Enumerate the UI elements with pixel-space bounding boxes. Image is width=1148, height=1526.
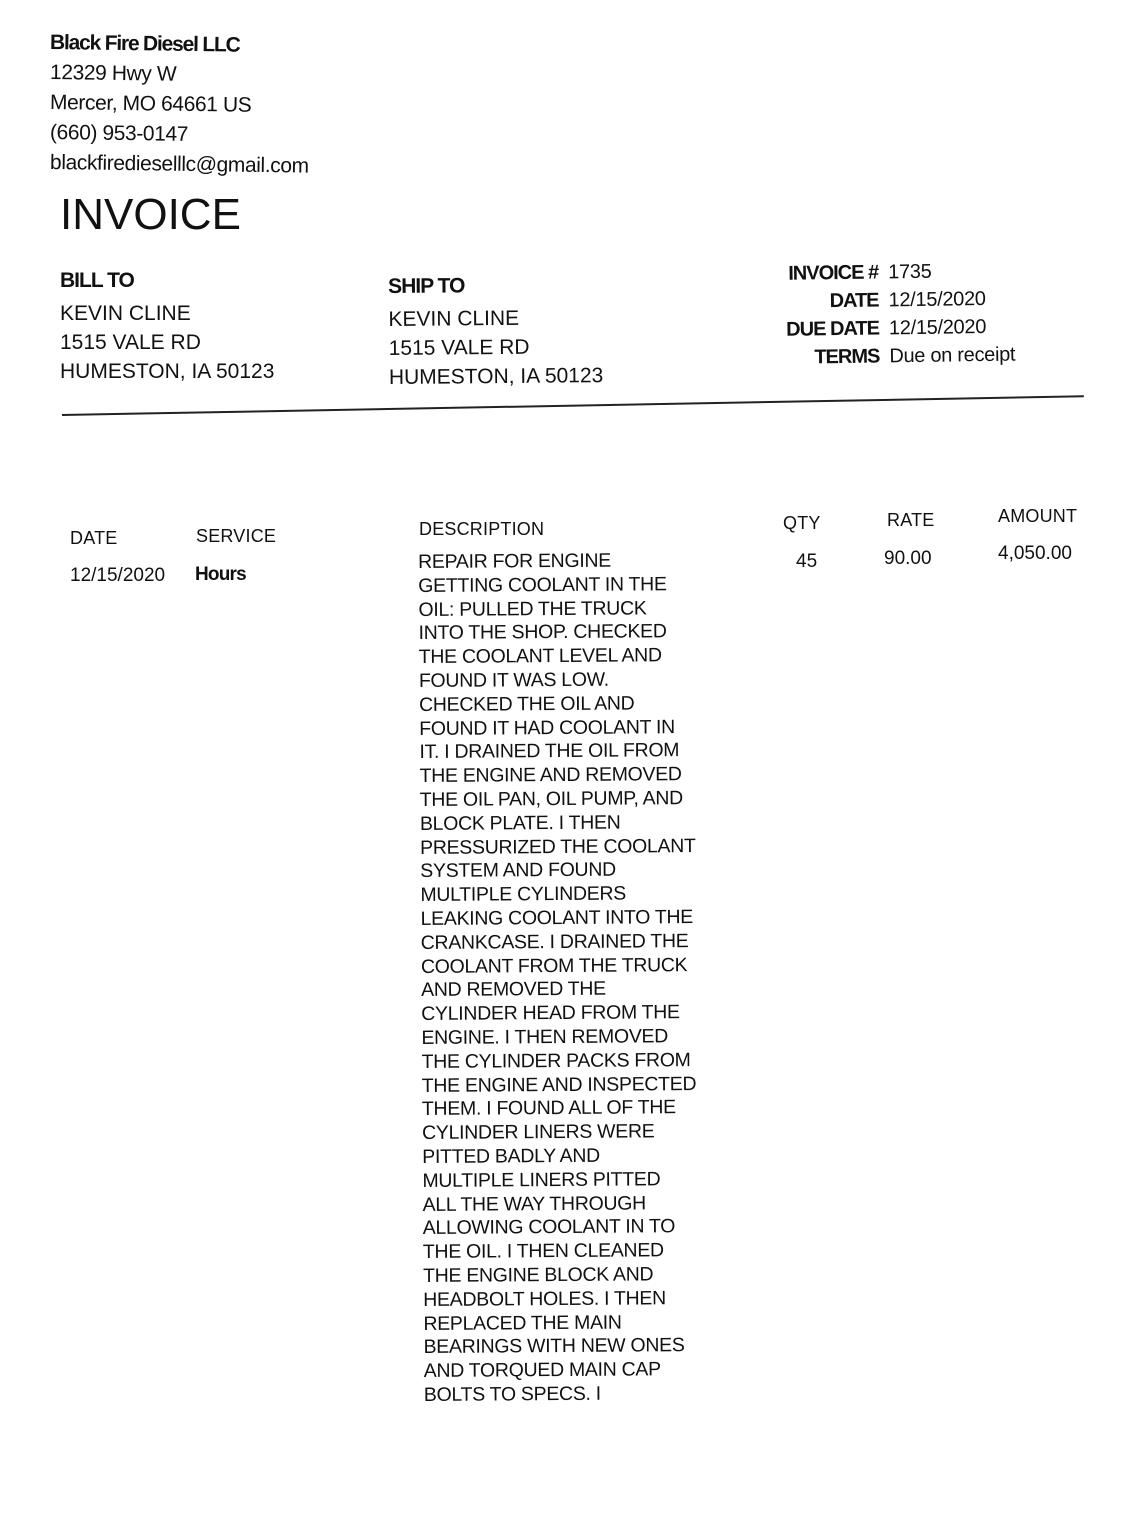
- col-header-amount: AMOUNT: [998, 506, 1078, 526]
- due-date-row: [771, 313, 1015, 344]
- col-header-qty: QTY: [783, 513, 821, 533]
- row-qty: 45: [796, 551, 818, 572]
- company-email: blackfiredieselllc@gmail.com: [49, 151, 309, 178]
- company-phone: (660) 953-0147: [49, 121, 189, 146]
- col-header-description: DESCRIPTION: [419, 519, 545, 539]
- ship-to-heading: SHIP TO: [388, 274, 465, 298]
- bill-to-name: KEVIN CLINE: [60, 302, 191, 325]
- bill-to-city: HUMESTON, IA 50123: [60, 360, 275, 383]
- row-description: REPAIR FOR ENGINE GETTING COOLANT IN THE OIL: PULLED THE TRUCK INTO THE SHOP. CHECKED THE COOLANT LEVEL AND FOUND IT WAS LOW. CHECKED THE OIL AND FOUND IT HAD COOLANT IN IT. I DRAINED THE OIL FROM THE ENGINE AND REMOVED THE OIL PAN, OIL PUMP, AND BLOCK PLATE. I THEN PRESSURIZED THE COOLANT SYSTEM AND FOUND MULTIPLE CYLINDERS LEAKING COOLANT INTO THE CRANKCASE. I DRAINED THE COOLANT FROM THE TRUCK AND REMOVED THE CYLINDER HEAD FROM THE ENGINE. I THEN REMOVED THE CYLINDER PACKS FROM THE ENGINE AND INSPECTED THEM. I FOUND ALL OF THE CYLINDER LINERS WERE PITTED BADLY AND MULTIPLE LINERS PITTED ALL THE WAY THROUGH ALLOWING COOLANT IN TO THE OIL. I THEN CLEANED THE ENGINE BLOCK AND HEADBOLT HOLES. I THEN REPLACED THE MAIN BEARINGS WITH NEW ONES AND TORQUED MAIN CAP BOLTS TO SPECS. I: [418, 549, 697, 1406]
- invoice-number-value: 1735: [888, 260, 932, 284]
- header-divider: [62, 395, 1084, 416]
- company-info: [50, 28, 380, 178]
- document-title: INVOICE: [60, 190, 241, 239]
- bill-to-street: 1515 VALE RD: [60, 331, 201, 354]
- invoice-number-label: INVOICE #: [788, 261, 879, 285]
- bill-to-block: [60, 266, 274, 386]
- terms-value: Due on receipt: [889, 343, 1016, 368]
- invoice-date-row: [770, 285, 1014, 316]
- col-header-rate: RATE: [887, 510, 935, 530]
- invoice-number-row: [770, 257, 1014, 288]
- company-address-line1: 12329 Hwy W: [49, 61, 177, 86]
- row-rate: 90.00: [884, 548, 932, 569]
- invoice-meta: [770, 257, 1015, 372]
- col-header-service: SERVICE: [196, 526, 277, 546]
- due-date-value: 12/15/2020: [888, 315, 987, 340]
- company-address-line2: Mercer, MO 64661 US: [49, 91, 252, 117]
- ship-to-city: HUMESTON, IA 50123: [388, 364, 604, 389]
- col-header-date: DATE: [70, 528, 118, 548]
- invoice-date-value: 12/15/2020: [888, 287, 986, 312]
- invoice-date-label: DATE: [829, 289, 879, 313]
- due-date-label: DUE DATE: [786, 317, 880, 341]
- terms-row: [771, 341, 1015, 372]
- ship-to-street: 1515 VALE RD: [388, 335, 530, 360]
- company-name: Black Fire Diesel LLC: [49, 31, 240, 57]
- ship-to-name: KEVIN CLINE: [388, 306, 520, 331]
- terms-label: TERMS: [814, 345, 880, 369]
- row-date: 12/15/2020: [70, 565, 166, 586]
- bill-to-heading: BILL TO: [60, 269, 134, 292]
- row-amount: 4,050.00: [998, 543, 1072, 564]
- ship-to-block: [388, 270, 603, 392]
- row-service: Hours: [195, 564, 246, 585]
